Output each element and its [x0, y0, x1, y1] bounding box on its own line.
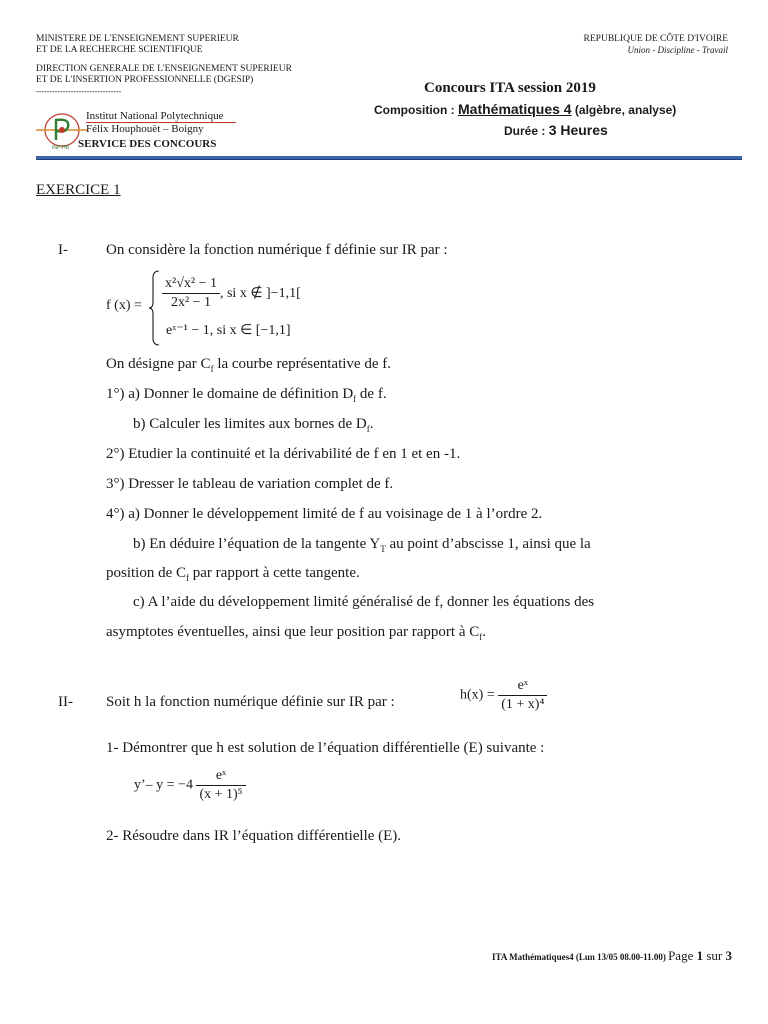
composition-label: Composition :	[374, 103, 458, 117]
question-1b-tail: .	[369, 416, 374, 432]
part-2-question-2: 2- Résoudre dans IR l’équation différentielle (E).	[106, 828, 402, 844]
question-4b-text-3: position de C	[106, 565, 187, 581]
df-subscript: f	[353, 394, 357, 404]
part-2-intro: Soit h la fonction numérique définie sur IR par :	[106, 694, 395, 710]
h-definition	[460, 678, 547, 713]
institute-name: Institut National Polytechnique	[86, 110, 224, 122]
equation-numerator: eˣ	[196, 768, 245, 786]
question-4b	[133, 536, 591, 554]
equation-denominator: (x + 1)⁵	[199, 787, 243, 802]
yt-subscript: T	[380, 544, 386, 554]
df-subscript-2: f	[366, 424, 370, 434]
dashes-separator: --------------------------------	[36, 87, 122, 96]
duration-line	[504, 122, 608, 138]
composition-line	[374, 101, 676, 117]
service-concours: SERVICE DES CONCOURS	[78, 138, 217, 150]
motto: Union - Discipline - Travail	[627, 45, 728, 55]
question-4a: 4°) a) Donner le développement limité de f au voisinage de 1 à l’ordre 2.	[106, 506, 543, 522]
case-1-fraction	[162, 276, 220, 311]
composition-detail: (algèbre, analyse)	[571, 103, 677, 117]
question-3: 3°) Dresser le tableau de variation complet de f.	[106, 476, 394, 492]
equation-fraction	[196, 768, 245, 803]
designe-tail: la courbe représentative de f.	[213, 356, 391, 372]
logo-caption: INP-HB	[52, 145, 69, 151]
question-4b-text-4: par rapport à cette tangente.	[189, 565, 360, 581]
page-number: 1	[696, 948, 704, 963]
question-4c-tail: .	[482, 624, 486, 640]
question-4c-cont	[106, 624, 486, 642]
case-1-denominator: 2x² − 1	[170, 295, 212, 310]
case-1	[162, 276, 301, 311]
footer-reference: ITA Mathématiques4 (Lun 13/05 08.00-11.00)	[491, 952, 666, 962]
duration-value: 3 Heures	[548, 122, 608, 138]
cf-subscript: f	[210, 364, 214, 374]
question-1a	[106, 386, 387, 404]
question-4c-text-2: asymptotes éventuelles, ainsi que leur position par rapport à C	[106, 624, 480, 640]
cf-subscript-2: f	[186, 573, 190, 583]
question-4b-text-2: au point d’abscisse 1, ainsi que la	[385, 536, 591, 552]
institute-city: Félix Houphouët – Boigny	[86, 123, 204, 135]
question-4c: c) A l’aide du développement limité généralisé de f, donner les équations des	[133, 594, 595, 610]
h-fraction	[498, 678, 547, 713]
direction-line-1: DIRECTION GENERALE DE L'ENSEIGNEMENT SUPERIEUR	[36, 64, 292, 74]
part-1-number: I-	[58, 242, 68, 258]
exercise-title: EXERCICE 1	[36, 182, 121, 198]
page-sur: sur	[703, 948, 726, 963]
exam-title: Concours ITA session 2019	[424, 80, 596, 96]
part-2-question-1: 1- Démontrer que h est solution de l’équation différentielle (E) suivante :	[106, 740, 545, 756]
question-4b-cont	[106, 565, 360, 583]
ministry-line-1: MINISTERE DE L'ENSEIGNEMENT SUPERIEUR	[36, 34, 239, 44]
question-1a-tail: de f.	[356, 386, 387, 402]
page-total: 3	[725, 948, 732, 963]
ministry-line-2: ET DE LA RECHERCHE SCIENTIFIQUE	[36, 45, 203, 55]
republic-label: REPUBLIQUE DE CÔTE D'IVOIRE	[583, 34, 728, 44]
h-denominator: (1 + x)⁴	[501, 697, 545, 712]
question-1b	[133, 416, 373, 434]
h-numerator: eˣ	[498, 678, 547, 696]
question-1a-text: 1°) a) Donner le domaine de définition D	[106, 386, 354, 402]
question-2: 2°) Etudier la continuité et la dérivabilité de f en 1 et en -1.	[106, 446, 461, 462]
footer	[492, 948, 732, 964]
cf-subscript-3: f	[479, 632, 483, 642]
duration-label: Durée :	[504, 124, 549, 138]
f-label: f (x) =	[106, 298, 142, 313]
page-label: Page	[668, 948, 697, 963]
h-label: h(x) =	[460, 687, 495, 703]
question-1b-text: b) Calculer les limites aux bornes de D	[133, 416, 367, 432]
direction-line-2: ET DE L'INSERTION PROFESSIONNELLE (DGESIP)	[36, 75, 254, 85]
part-1-intro: On considère la fonction numérique f définie sur IR par :	[106, 242, 448, 258]
piecewise-brace	[148, 270, 160, 346]
composition-subject: Mathématiques 4	[458, 101, 572, 117]
case-2: eˣ⁻¹ − 1, si x ∈ [−1,1]	[166, 323, 291, 338]
question-4b-text: b) En déduire l’équation de la tangente Y	[133, 536, 381, 552]
equation-left: y’– y = −4	[134, 777, 193, 793]
designe-text: On désigne par C	[106, 356, 211, 372]
header-rule	[36, 156, 742, 160]
case-1-condition: , si x ∉ ]−1,1[	[219, 286, 301, 301]
case-1-numerator: x²√x² − 1	[162, 276, 220, 294]
part-2-number: II-	[58, 694, 73, 710]
differential-equation	[134, 768, 246, 803]
designe-line	[106, 356, 391, 374]
